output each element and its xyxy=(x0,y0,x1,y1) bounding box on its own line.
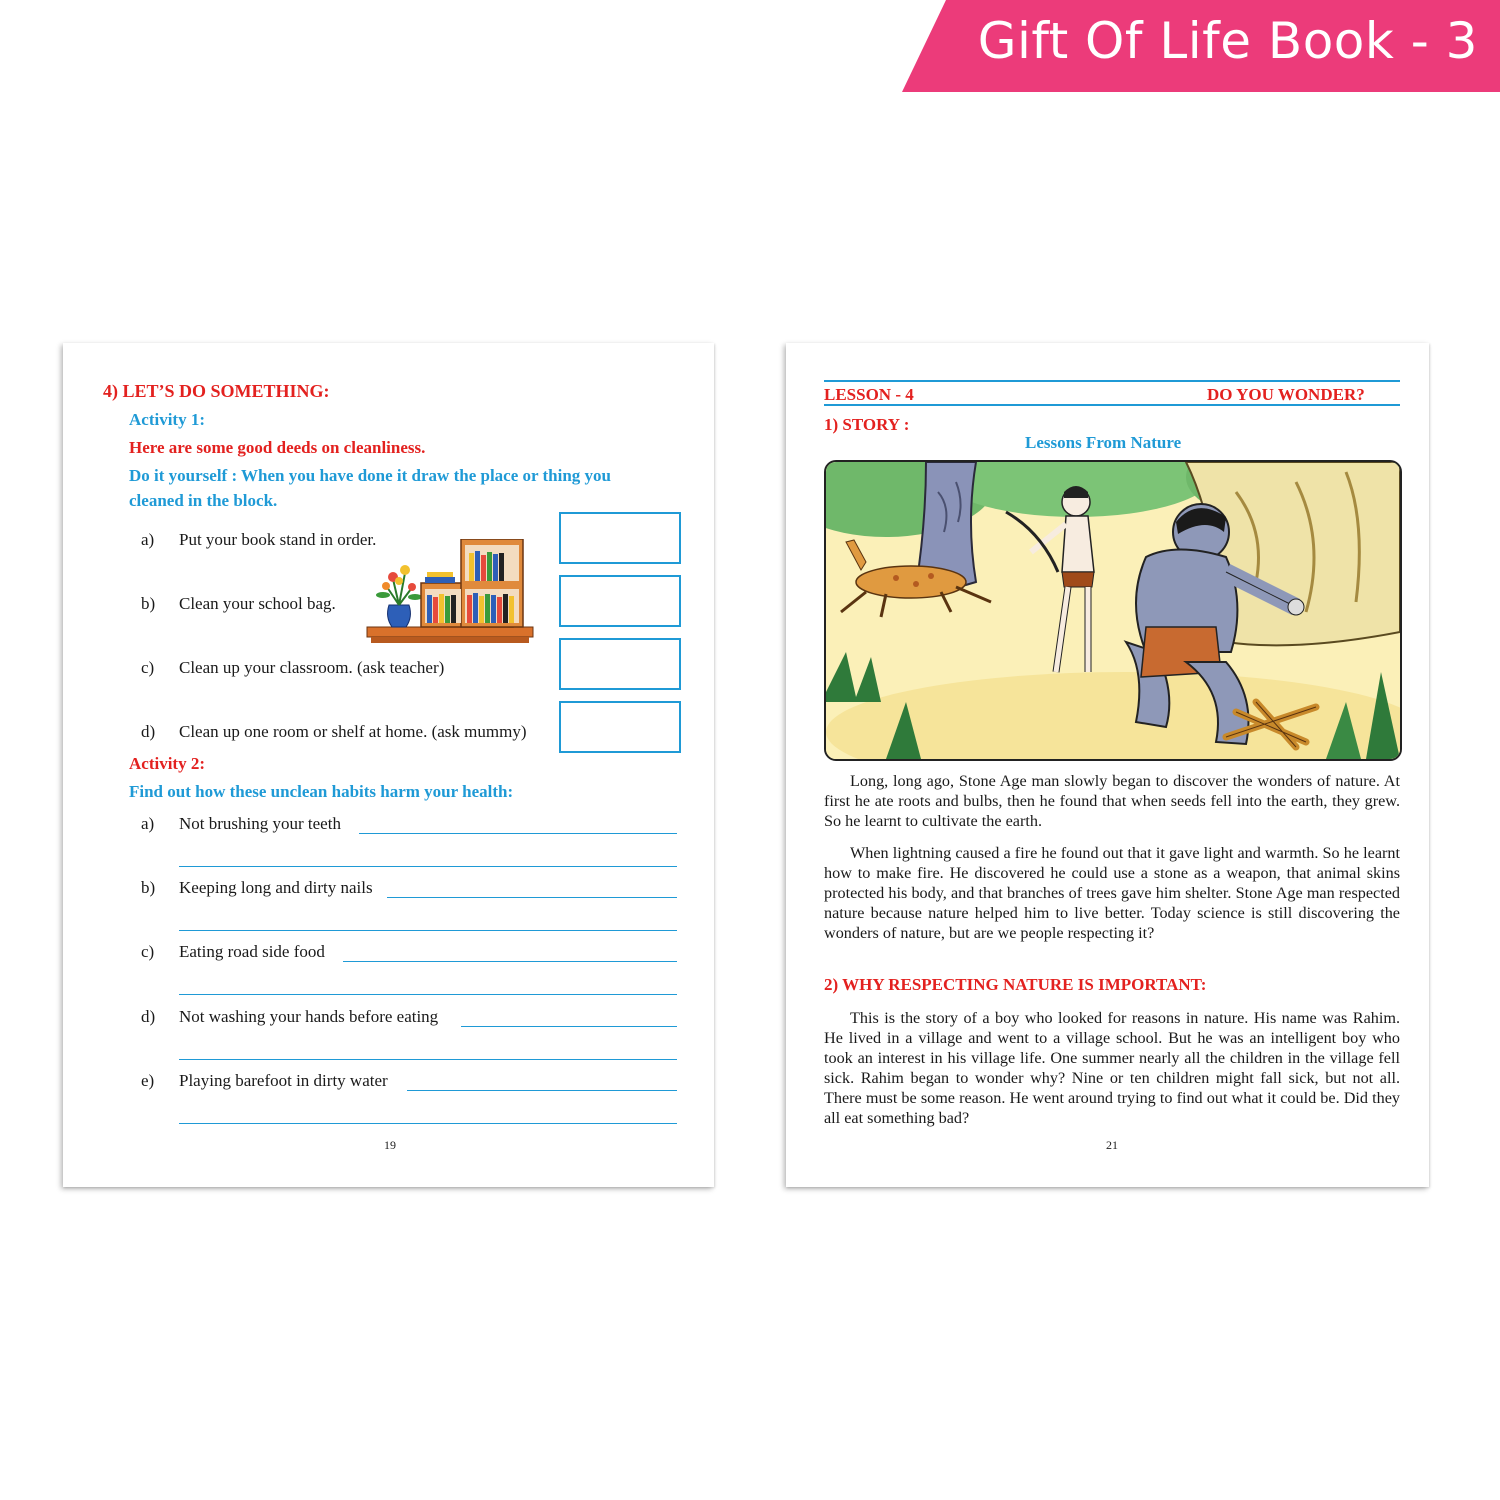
list-item: Clean up one room or shelf at home. (ask mummy) xyxy=(179,722,527,741)
answer-line xyxy=(179,1123,677,1124)
list-item: Clean your school bag. xyxy=(179,594,336,613)
item-letter: a) xyxy=(141,814,155,833)
answer-line xyxy=(407,1090,677,1091)
paragraph-3: This is the story of a boy who looked for reasons in nature. His name was Rahim. He lived in a village and went to a village school. But he was an intelligent boy who took an interest in his village life. One summer nearly all the children in the village fell sick. Rahim began to wonder why? Nine or ten children might fall sick, but not all. There must be some reason. He went around trying to find out what it could be. Did they all eat something bad? xyxy=(824,1009,1400,1127)
page-number: 21 xyxy=(1106,1138,1118,1152)
activity2-title: Activity 2: xyxy=(129,754,206,773)
lesson-label: LESSON - 4 xyxy=(824,385,914,404)
item-letter: a) xyxy=(141,530,155,549)
activity2-instruction: Find out how these unclean habits harm your health: xyxy=(129,782,514,801)
answer-line xyxy=(179,866,677,867)
item-letter: d) xyxy=(141,1007,156,1026)
header-rule-top xyxy=(824,380,1400,382)
answer-line xyxy=(343,961,677,962)
story-title: Lessons From Nature xyxy=(1025,433,1182,452)
activity1-instruction-line2: cleaned in the block. xyxy=(129,491,278,510)
list-item: Clean up your classroom. (ask teacher) xyxy=(179,658,445,677)
right-page xyxy=(786,343,1429,1187)
list-item: Not washing your hands before eating xyxy=(179,1007,439,1026)
drawing-box xyxy=(559,512,681,564)
item-letter: d) xyxy=(141,722,156,741)
paragraph-2: When lightning caused a fire he found out that it gave light and warmth. So he learnt how to make fire. He discovered he could use a stone as a weapon, that animal skins protected his body, and that branches of trees gave him shelter. Stone Age man respected nature because nature helped him to live better. Today science is still discovering the wonders of nature, but are we people respecting it? xyxy=(824,844,1400,942)
left-page xyxy=(63,343,714,1187)
answer-line xyxy=(179,930,677,931)
drawing-box xyxy=(559,575,681,627)
lesson-title: DO YOU WONDER? xyxy=(1207,385,1365,404)
answer-line xyxy=(359,833,677,834)
answer-line xyxy=(179,994,677,995)
item-letter: b) xyxy=(141,878,156,897)
bookshelf-illustration xyxy=(365,539,537,649)
answer-line xyxy=(387,897,677,898)
section2-heading: 2) WHY RESPECTING NATURE IS IMPORTANT: xyxy=(824,975,1207,994)
story-heading: 1) STORY : xyxy=(824,415,910,434)
item-letter: c) xyxy=(141,942,155,961)
activity1-title: Activity 1: xyxy=(129,410,206,429)
answer-line xyxy=(461,1026,677,1027)
banner-title: Gift Of Life Book - 3 xyxy=(977,12,1478,70)
drawing-box xyxy=(559,701,681,753)
item-letter: c) xyxy=(141,658,155,677)
stone-age-illustration xyxy=(824,460,1402,761)
list-item: Not brushing your teeth xyxy=(179,814,341,833)
list-item: Eating road side food xyxy=(179,942,325,961)
activity1-instruction-line1: Do it yourself : When you have done it draw the place or thing you xyxy=(129,466,612,485)
answer-line xyxy=(179,1059,677,1060)
list-item: Keeping long and dirty nails xyxy=(179,878,373,897)
list-item: Put your book stand in order. xyxy=(179,530,377,549)
page-number: 19 xyxy=(384,1138,396,1152)
section-heading: 4) LET’S DO SOMETHING: xyxy=(103,381,330,401)
item-letter: b) xyxy=(141,594,156,613)
list-item: Playing barefoot in dirty water xyxy=(179,1071,388,1090)
drawing-box xyxy=(559,638,681,690)
paragraph-1: Long, long ago, Stone Age man slowly began to discover the wonders of nature. At first he ate roots and bulbs, then he found that when seeds fell into the earth, they grew. So he learnt to cultivate the earth. xyxy=(824,772,1400,830)
activity1-intro: Here are some good deeds on cleanliness. xyxy=(129,438,426,457)
header-rule-bottom xyxy=(824,404,1400,406)
item-letter: e) xyxy=(141,1071,155,1090)
